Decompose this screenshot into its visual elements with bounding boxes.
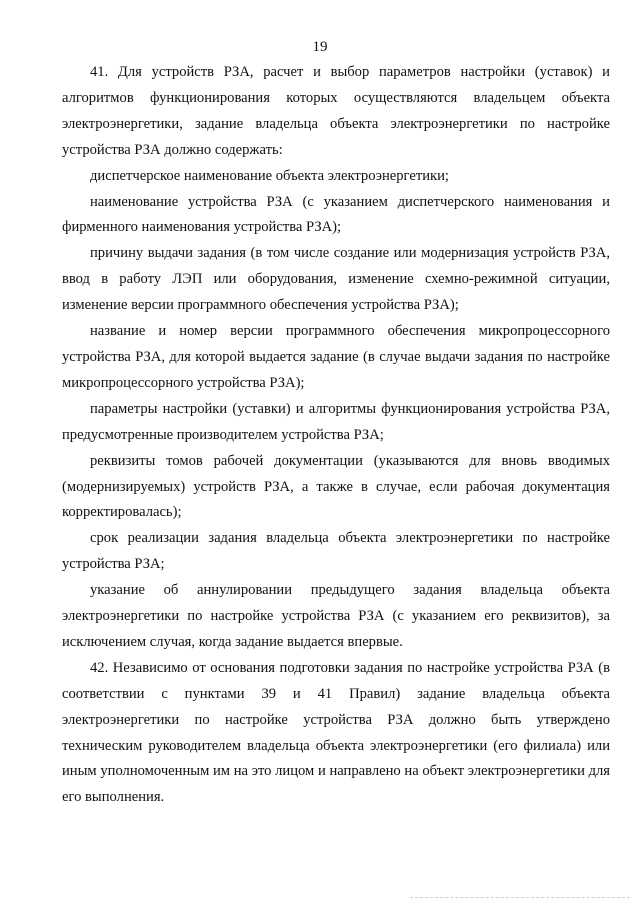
page-number: 19	[312, 39, 328, 55]
paragraph-41-intro: 41. Для устройств РЗА, расчет и выбор параметров настройки (уставок) и алгоритмов функционирования которых осуществляются владельцем объекта электроэнергетики, задание владельца объекта электроэнергетики по настройке устройства РЗА должно содержать:	[62, 64, 610, 158]
list-item-documentation: реквизиты томов рабочей документации (указываются для вновь вводимых (модернизируемых) устройств РЗА, а также в случае, если рабочая документация корректировалась);	[62, 452, 610, 521]
list-item-cancellation: указание об аннулировании предыдущего задания владельца объекта электроэнергетики по настройке устройства РЗА (с указанием его реквизитов), за исключением случая, когда задание выдается впервые.	[62, 582, 610, 650]
scan-edge-artifact	[410, 897, 630, 899]
list-item-settings: параметры настройки (уставки) и алгоритмы функционирования устройства РЗА, предусмотренные производителем устройства РЗА;	[62, 400, 610, 443]
list-item-deadline: срок реализации задания владельца объекта электроэнергетики по настройке устройства РЗА;	[62, 530, 610, 573]
paragraph-42: 42. Независимо от основания подготовки задания по настройке устройства РЗА (в соответствии с пунктами 39 и 41 Правил) задание владельца объекта электроэнергетики по настройке устройства РЗА должно быть утверждено техническим руководителем владельца объекта электроэнергетики (его филиала) или иным уполномоченным им на это лицом и направлено на объект электроэнергетики для его выполнения.	[62, 659, 610, 806]
list-item-device-name: наименование устройства РЗА (с указанием диспетчерского наименования и фирменного наименования устройства РЗА);	[62, 193, 610, 236]
list-item-software-version: название и номер версии программного обеспечения микропроцессорного устройства РЗА, для которой выдается задание (в случае выдачи задания по настройке микропроцессорного устройства РЗА);	[62, 323, 610, 391]
list-item-reason: причину выдачи задания (в том числе создание или модернизация устройств РЗА, ввод в работу ЛЭП или оборудования, изменение схемно-режимной ситуации, изменение версии программного обеспечения устройства РЗА);	[62, 245, 610, 314]
list-item-dispatch-name: диспетчерское наименование объекта электроэнергетики;	[90, 167, 449, 184]
document-body	[62, 60, 610, 811]
